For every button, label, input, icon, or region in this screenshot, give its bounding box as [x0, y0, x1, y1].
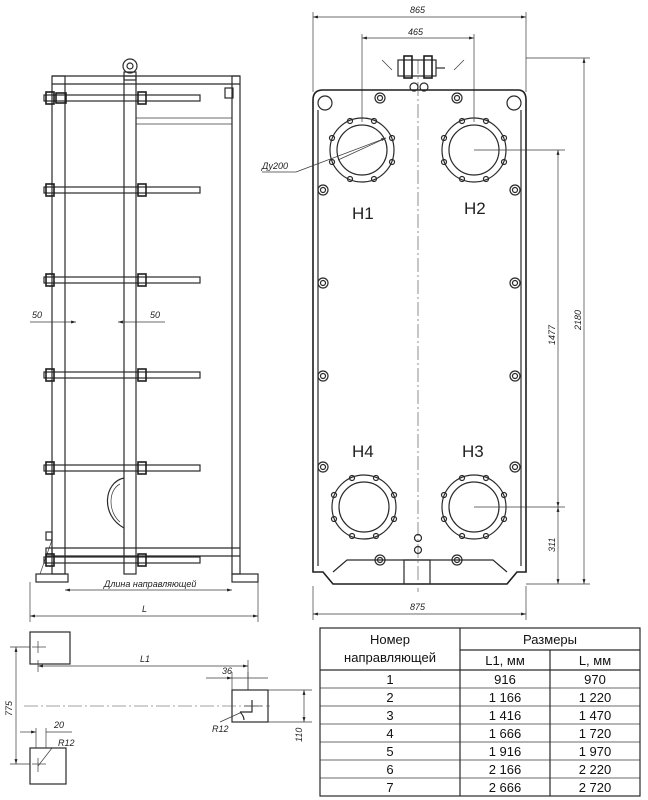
row-number: 4 — [386, 726, 394, 741]
row-l: 1 220 — [578, 690, 612, 705]
row-l1: 1 166 — [488, 690, 522, 705]
row-l1: 1 416 — [488, 708, 522, 723]
row-l1: 2 666 — [488, 780, 522, 795]
tie-bolt — [44, 274, 200, 286]
row-l1: 916 — [494, 672, 516, 687]
port-label-h2: H2 — [464, 199, 486, 218]
tie-bolts — [44, 92, 200, 566]
table-row — [386, 690, 611, 705]
port-vertical-spacing-dim: 1477 — [547, 324, 557, 345]
overall-height-dim: 2180 — [573, 309, 583, 330]
row-number: 6 — [386, 762, 394, 777]
overall-width-bottom-dim: 875 — [410, 602, 426, 612]
radius-bottom-label: R12 — [58, 738, 75, 748]
row-l1: 1 666 — [488, 726, 522, 741]
port-label-h1: H1 — [352, 204, 374, 223]
col-l1-header: L1, мм — [485, 653, 525, 668]
row-l: 970 — [584, 672, 606, 687]
clearance-right-dim: 50 — [150, 310, 161, 320]
row-l1: 2 166 — [488, 762, 522, 777]
row-number: 7 — [386, 780, 394, 795]
sizes-group-header: Размеры — [522, 632, 578, 647]
row-number: 2 — [386, 690, 394, 705]
col-number-header-line2: направляющей — [344, 650, 436, 665]
row-l: 2 720 — [578, 780, 612, 795]
row-l1: 1 916 — [488, 744, 522, 759]
guide-bar-length-label: Длина направляющей — [104, 579, 197, 589]
detail-20-dim: 20 — [54, 720, 65, 730]
length-l-dim: L — [142, 604, 148, 614]
table-row — [386, 780, 611, 795]
port-label-h4: H4 — [352, 442, 374, 461]
table-row — [386, 708, 611, 723]
col-l-header: L, мм — [578, 653, 612, 668]
row-l: 1 970 — [578, 744, 612, 759]
detail-775-dim: 775 — [4, 700, 14, 716]
table-row — [386, 672, 605, 687]
front-view — [261, 5, 590, 620]
row-l: 2 220 — [578, 762, 612, 777]
row-number: 5 — [386, 744, 394, 759]
col-number-header-line1: Номер — [369, 632, 411, 647]
row-l: 1 470 — [578, 708, 612, 723]
tie-bolt — [44, 462, 200, 474]
port-h1 — [330, 118, 395, 182]
table-row — [386, 762, 611, 777]
table-row — [386, 726, 611, 741]
overall-width-top-dim: 865 — [410, 5, 426, 15]
tie-bolt — [44, 92, 200, 104]
frame-bolts — [318, 93, 520, 565]
bottom-port-height-dim: 311 — [547, 537, 557, 552]
nominal-diameter-label: Ду200 — [262, 161, 288, 171]
dimensions-table — [320, 628, 640, 796]
port-spacing-dim: 465 — [408, 27, 424, 37]
guide-bar-detail — [4, 632, 312, 784]
detail-36-dim: 36 — [222, 666, 233, 676]
row-number: 3 — [386, 708, 394, 723]
tie-bolt — [44, 184, 200, 196]
port-label-h3: H3 — [462, 442, 484, 461]
tie-bolt — [44, 369, 200, 381]
length-l1-dim: L1 — [140, 654, 151, 664]
row-number: 1 — [386, 672, 394, 687]
radius-top-label: R12 — [212, 724, 229, 734]
clearance-left-dim: 50 — [32, 310, 43, 320]
row-l: 1 720 — [578, 726, 612, 741]
port-h4 — [332, 475, 397, 539]
detail-110-dim: 110 — [294, 727, 304, 742]
side-view — [30, 59, 258, 622]
table-row — [386, 744, 611, 759]
